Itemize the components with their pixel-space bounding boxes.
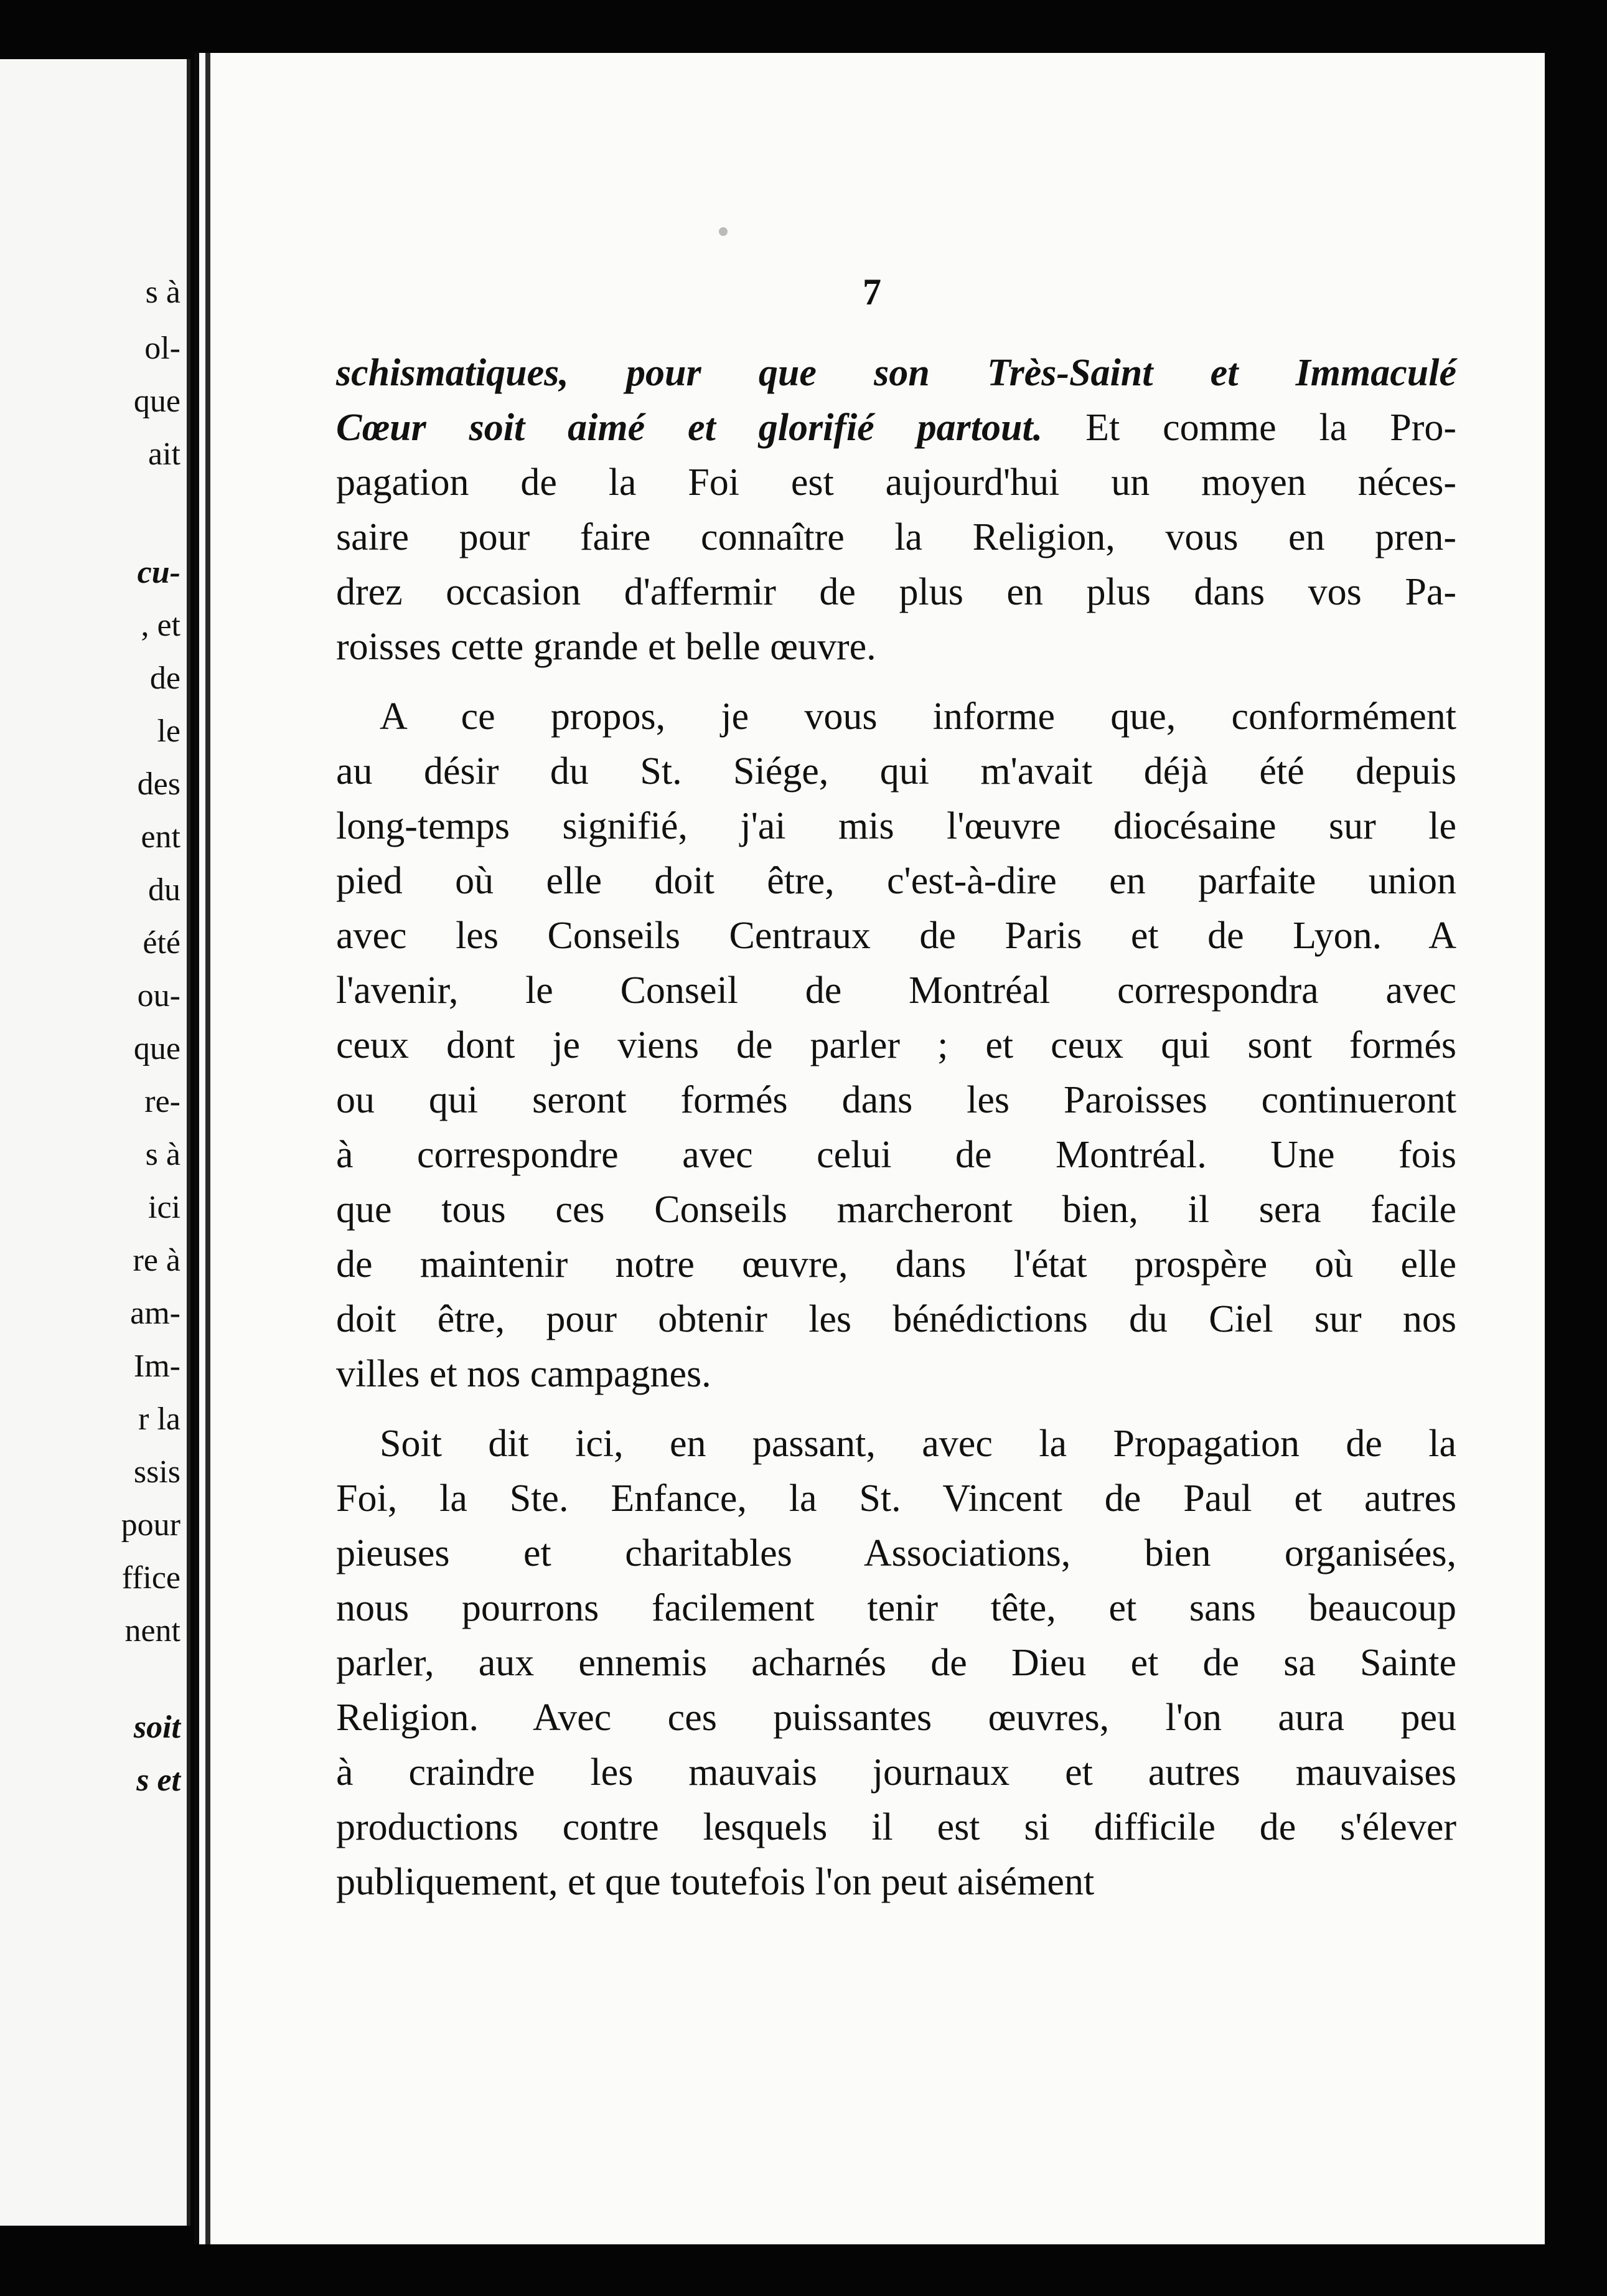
text-line xyxy=(336,1581,1456,1635)
text-line xyxy=(336,400,1456,455)
left-page-line: re à xyxy=(133,1243,180,1278)
text-run: doit être, pour obtenir les bénédictions du Ciel sur nos xyxy=(336,1298,1456,1340)
text-line xyxy=(336,1745,1456,1800)
paragraph xyxy=(336,689,1456,1401)
italic-text: schismatiques, pour que son Très-Saint et Immaculé xyxy=(336,352,1456,394)
body-text xyxy=(336,346,1456,1909)
left-page-line: soit xyxy=(133,1710,180,1745)
left-page-line: s à xyxy=(145,275,180,310)
text-run: Foi, la Ste. Enfance, la St. Vincent de Paul et autres xyxy=(336,1477,1456,1520)
left-page-line: que xyxy=(133,1031,180,1066)
paragraph xyxy=(336,1416,1456,1909)
paragraph-gap xyxy=(336,1401,1456,1416)
text-run: saire pour faire connaître la Religion, vous en pren- xyxy=(336,516,1456,558)
left-page-line: am- xyxy=(130,1296,180,1331)
text-run: roisses cette grande et belle œuvre. xyxy=(336,626,876,668)
text-line xyxy=(336,1471,1456,1526)
text-run: au désir du St. Siége, qui m'avait déjà été depuis xyxy=(336,750,1456,793)
left-page-line: des xyxy=(137,766,180,802)
left-page-line: ssis xyxy=(133,1454,180,1490)
left-page-line: cu- xyxy=(137,555,180,590)
text-run: que tous ces Conseils marcheront bien, il sera facile xyxy=(336,1188,1456,1231)
left-page-line: du xyxy=(148,872,180,908)
text-line xyxy=(336,1073,1456,1127)
text-run: de maintenir notre œuvre, dans l'état prospère où elle xyxy=(336,1243,1456,1286)
left-page-line: que xyxy=(133,383,180,419)
text-line xyxy=(336,1526,1456,1581)
left-page-line: Im- xyxy=(133,1348,180,1384)
text-run: avec les Conseils Centraux de Paris et de Lyon. A xyxy=(336,915,1456,957)
main-page xyxy=(199,53,1545,2244)
paragraph-gap xyxy=(336,674,1456,689)
text-line xyxy=(336,799,1456,854)
text-line xyxy=(336,510,1456,565)
left-page-line: ait xyxy=(148,436,180,472)
text-run: drez occasion d'affermir de plus en plus dans vos Pa- xyxy=(336,571,1456,613)
text-line xyxy=(336,1416,1456,1471)
text-line xyxy=(336,1018,1456,1073)
text-run: Soit dit ici, en passant, avec la Propagation de la xyxy=(380,1423,1456,1465)
text-run: à correspondre avec celui de Montréal. Une fois xyxy=(336,1134,1456,1176)
text-run: publiquement, et que toutefois l'on peut aisément xyxy=(336,1861,1095,1903)
text-run: l'avenir, le Conseil de Montréal correspondra avec xyxy=(336,969,1456,1012)
text-line xyxy=(336,1237,1456,1292)
text-line xyxy=(336,963,1456,1018)
text-line xyxy=(336,1182,1456,1237)
text-run: nous pourrons facilement tenir tête, et sans beaucoup xyxy=(336,1587,1456,1629)
text-run: pagation de la Foi est aujourd'hui un moyen néces- xyxy=(336,461,1456,504)
left-page-line: r la xyxy=(138,1401,180,1437)
left-page-line: ou- xyxy=(137,978,180,1014)
left-page-line: ent xyxy=(141,819,180,855)
left-page-line: de xyxy=(149,661,180,696)
text-line xyxy=(336,619,1456,674)
left-page-line: ici xyxy=(148,1190,180,1225)
text-line xyxy=(336,854,1456,908)
left-page-line: pour xyxy=(121,1507,180,1543)
text-line xyxy=(336,1292,1456,1347)
text-run: pied où elle doit être, c'est-à-dire en parfaite union xyxy=(336,860,1456,902)
left-page-line: ffice xyxy=(121,1560,180,1596)
left-page-line: le xyxy=(157,713,180,749)
text-line xyxy=(336,689,1456,744)
text-run: Et comme la Pro- xyxy=(1042,407,1456,449)
left-page-line: , et xyxy=(141,608,180,643)
text-line xyxy=(336,1855,1456,1909)
left-page-line: s à xyxy=(145,1137,180,1172)
text-line xyxy=(336,1347,1456,1401)
text-run: ou qui seront formés dans les Paroisses continueront xyxy=(336,1079,1456,1121)
left-page-line: ol- xyxy=(144,331,180,366)
italic-text: Cœur soit aimé et glorifié partout. xyxy=(336,407,1043,449)
text-line xyxy=(336,346,1456,400)
text-run: ceux dont je viens de parler ; et ceux qui sont formés xyxy=(336,1024,1456,1066)
text-line xyxy=(336,1127,1456,1182)
text-line xyxy=(336,565,1456,619)
text-line xyxy=(336,744,1456,799)
left-page-line: nent xyxy=(124,1613,180,1649)
page-number: 7 xyxy=(863,271,881,313)
text-run: productions contre lesquels il est si difficile de s'élever xyxy=(336,1806,1456,1848)
text-line xyxy=(336,908,1456,963)
left-page-line: s et xyxy=(136,1762,180,1798)
paper-speck xyxy=(719,227,728,236)
text-run: Religion. Avec ces puissantes œuvres, l'on aura peu xyxy=(336,1696,1456,1739)
left-page-line: été xyxy=(143,925,180,961)
text-run: A ce propos, je vous informe que, conformément xyxy=(380,695,1456,738)
text-run: villes et nos campagnes. xyxy=(336,1353,711,1395)
text-line xyxy=(336,1635,1456,1690)
left-page-fragment xyxy=(0,59,190,2226)
paragraph xyxy=(336,346,1456,674)
left-page-line: re- xyxy=(144,1084,180,1119)
text-run: à craindre les mauvais journaux et autres mauvaises xyxy=(336,1751,1456,1794)
text-run: parler, aux ennemis acharnés de Dieu et de sa Sainte xyxy=(336,1642,1456,1684)
text-run: long-temps signifié, j'ai mis l'œuvre diocésaine sur le xyxy=(336,805,1456,847)
text-run: pieuses et charitables Associations, bien organisées, xyxy=(336,1532,1456,1574)
text-line xyxy=(336,455,1456,510)
text-line xyxy=(336,1690,1456,1745)
text-line xyxy=(336,1800,1456,1855)
